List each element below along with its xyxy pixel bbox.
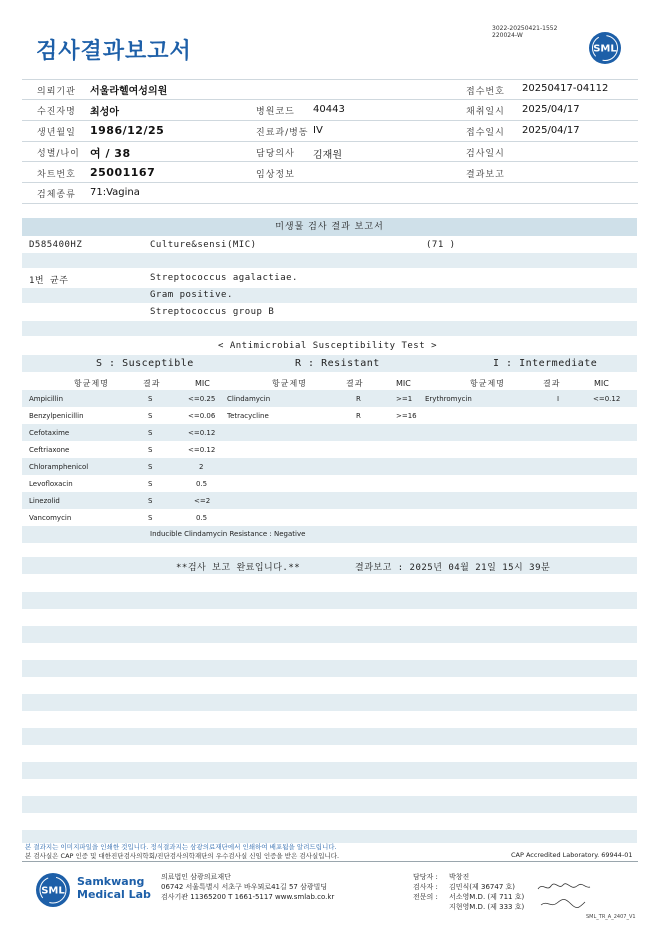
signature-image	[535, 878, 595, 914]
drug-result: S	[148, 429, 153, 437]
doctor-value: 김재원	[313, 150, 342, 161]
drug-mic: 0.5	[196, 514, 208, 522]
drug-result: S	[148, 514, 153, 522]
col-header-drug: 항균제명	[74, 379, 109, 388]
specimen-label: 검체종류	[37, 190, 76, 200]
foundation-block	[161, 872, 334, 902]
drug-mic: <=0.12	[188, 429, 216, 437]
drug-name: Ceftriaxone	[29, 446, 70, 454]
col-header-mic: MIC	[594, 379, 609, 388]
staff-label: 전문의 :	[413, 893, 438, 901]
organism-line: Streptococcus group B	[150, 307, 275, 317]
row-band	[22, 288, 637, 303]
drug-mic: 0.5	[196, 480, 208, 488]
row-band	[22, 592, 637, 609]
clinical-label: 임상정보	[256, 170, 295, 180]
drug-name: Ampicillin	[29, 395, 64, 403]
collection-date-label: 채취일시	[466, 107, 505, 117]
sml-logo-icon	[588, 31, 622, 65]
drug-name: Benzylpenicillin	[29, 412, 84, 420]
organism-line: Streptococcus agalactiae.	[150, 273, 298, 283]
chart-no-label: 차트번호	[37, 170, 76, 180]
document-id-line-1: 3022-20250421-1552	[492, 25, 558, 32]
footer-note-2: 본 검사실은 CAP 인증 및 대한진단검사의학회/진단검사의학재단의 우수검사실 신임 인증을 받은 검사실입니다.	[25, 852, 340, 860]
foundation-address: 06742 서울특별시 서초구 바우뫼로41길 57 삼광빌딩	[161, 883, 328, 891]
col-header-result: 결과	[143, 379, 161, 388]
section-header	[22, 218, 637, 236]
collection-date-value: 2025/04/17	[522, 104, 580, 115]
specimen-code: (71 )	[426, 240, 456, 250]
drug-mic: >=16	[396, 412, 417, 420]
form-code: SML_TR_A_2407_V1	[586, 914, 636, 920]
birth-value: 1986/12/25	[90, 124, 165, 137]
footer-note-1: 본 결과지는 이미지파일을 인쇄한 것입니다. 정식결과지는 삼광의료재단에서 인쇄하여 배포됨을 알려드립니다.	[25, 843, 337, 851]
drug-result: S	[148, 412, 153, 420]
sex-age-label: 성별/나이	[37, 149, 80, 159]
drug-result: S	[148, 463, 153, 471]
drug-mic: <=0.12	[188, 446, 216, 454]
report-time: 결과보고 : 2025년 04월 21일 15시 39분	[355, 563, 551, 573]
sml-logo-text: SML	[593, 43, 617, 55]
samkwang-name-line-2: Medical Lab	[77, 888, 151, 901]
row-band	[22, 762, 637, 779]
drug-mic: >=1	[396, 395, 413, 403]
staff-value: 박창진	[449, 873, 470, 881]
col-header-drug: 항균제명	[470, 379, 505, 388]
report-label: 결과보고	[466, 170, 505, 180]
inducible-note: Inducible Clindamycin Resistance : Negative	[150, 530, 306, 538]
receipt-date-value: 2025/04/17	[522, 125, 580, 136]
row-band	[22, 390, 637, 407]
foundation-name: 의료법인 삼광의료재단	[161, 873, 231, 881]
drug-name: Chloramphenicol	[29, 463, 89, 471]
divider	[22, 182, 638, 183]
test-date-label: 검사일시	[466, 149, 505, 159]
birth-label: 생년월일	[37, 128, 76, 138]
completion-message: **검사 보고 완료입니다.**	[176, 563, 301, 573]
row-band	[22, 694, 637, 711]
row-band	[22, 526, 637, 543]
drug-result: R	[356, 395, 361, 403]
staff-value: 서소영M.D. (제 711 호)	[449, 893, 525, 901]
divider	[22, 99, 638, 100]
ast-title: < Antimicrobial Susceptibility Test >	[218, 341, 437, 351]
sex-age-value: 여 / 38	[90, 147, 131, 160]
row-band	[22, 626, 637, 643]
row-band	[22, 321, 637, 336]
dept-value: IV	[313, 125, 323, 136]
drug-name: Tetracycline	[227, 412, 269, 420]
drug-mic: 2	[199, 463, 204, 471]
drug-name: Linezolid	[29, 497, 60, 505]
document-id	[492, 25, 557, 39]
foundation-contact: 검사기관 11365200 T 1661-5117 www.smlab.co.kr	[161, 893, 335, 901]
divider	[22, 161, 638, 162]
row-band	[22, 660, 637, 677]
drug-name: Levofloxacin	[29, 480, 73, 488]
document-id-line-2: 220024-W	[492, 32, 523, 39]
row-band	[22, 492, 637, 509]
staff-label: 검사자 :	[413, 883, 438, 891]
drug-result: S	[148, 395, 153, 403]
patient-label: 수진자명	[37, 107, 76, 117]
drug-name: Clindamycin	[227, 395, 271, 403]
col-header-mic: MIC	[195, 379, 210, 388]
samkwang-name-line-1: Samkwang	[77, 875, 145, 888]
legend-susceptible: S : Susceptible	[96, 358, 194, 369]
institution-label: 의뢰기관	[37, 87, 76, 97]
drug-name: Vancomycin	[29, 514, 72, 522]
drug-mic: <=0.12	[593, 395, 621, 403]
staff-value: 김민식(제 36747 호)	[449, 883, 515, 891]
institution-value: 서울라헬여성의원	[90, 86, 168, 97]
samkwang-logo-icon	[35, 872, 71, 908]
staff-label: 담당자 :	[413, 873, 438, 881]
col-header-drug: 항균제명	[272, 379, 307, 388]
cap-accreditation: CAP Accredited Laboratory. 69944-01	[511, 851, 633, 859]
drug-mic: <=2	[194, 497, 211, 505]
row-band	[22, 796, 637, 813]
divider	[22, 203, 638, 204]
dept-label: 진료과/병동	[256, 128, 309, 138]
drug-result: R	[356, 412, 361, 420]
divider	[22, 120, 638, 121]
drug-result: I	[557, 395, 560, 403]
patient-value: 최성아	[90, 107, 119, 118]
doctor-label: 담당의사	[256, 149, 295, 159]
drug-result: S	[148, 446, 153, 454]
drug-name: Erythromycin	[425, 395, 472, 403]
divider	[22, 79, 638, 80]
section-title: 미생물 검사 결과 보고서	[275, 222, 384, 232]
col-header-result: 결과	[543, 379, 561, 388]
row-band	[22, 728, 637, 745]
staff-value: 지현영M.D. (제 333 호)	[449, 903, 525, 911]
organism-line: Gram positive.	[150, 290, 233, 300]
divider	[22, 141, 638, 142]
drug-name: Cefotaxime	[29, 429, 70, 437]
hospital-code-value: 40443	[313, 104, 345, 115]
drug-result: S	[148, 497, 153, 505]
footer-divider	[22, 861, 638, 862]
row-band	[22, 458, 637, 475]
legend-resistant: R : Resistant	[295, 358, 380, 369]
row-band	[22, 424, 637, 441]
legend-intermediate: I : Intermediate	[493, 358, 598, 369]
test-code: D585400HZ	[29, 240, 83, 250]
drug-mic: <=0.06	[188, 412, 216, 420]
chart-no-value: 25001167	[90, 166, 156, 179]
page-title: 검사결과보고서	[36, 39, 192, 64]
drug-result: S	[148, 480, 153, 488]
drug-mic: <=0.25	[188, 395, 216, 403]
receipt-date-label: 접수일시	[466, 128, 505, 138]
organism-label: 1번 균주	[29, 276, 69, 286]
hospital-code-label: 병원코드	[256, 107, 295, 117]
col-header-mic: MIC	[396, 379, 411, 388]
specimen-value: 71:Vagina	[90, 187, 140, 198]
samkwang-logo-text: SML	[41, 885, 65, 897]
receipt-no-label: 접수번호	[466, 87, 505, 97]
staff-block	[413, 872, 524, 912]
samkwang-wordmark	[77, 875, 151, 901]
receipt-no-value: 20250417-04112	[522, 83, 609, 94]
test-name: Culture&sensi(MIC)	[150, 240, 257, 250]
col-header-result: 결과	[346, 379, 364, 388]
row-band	[22, 253, 637, 268]
